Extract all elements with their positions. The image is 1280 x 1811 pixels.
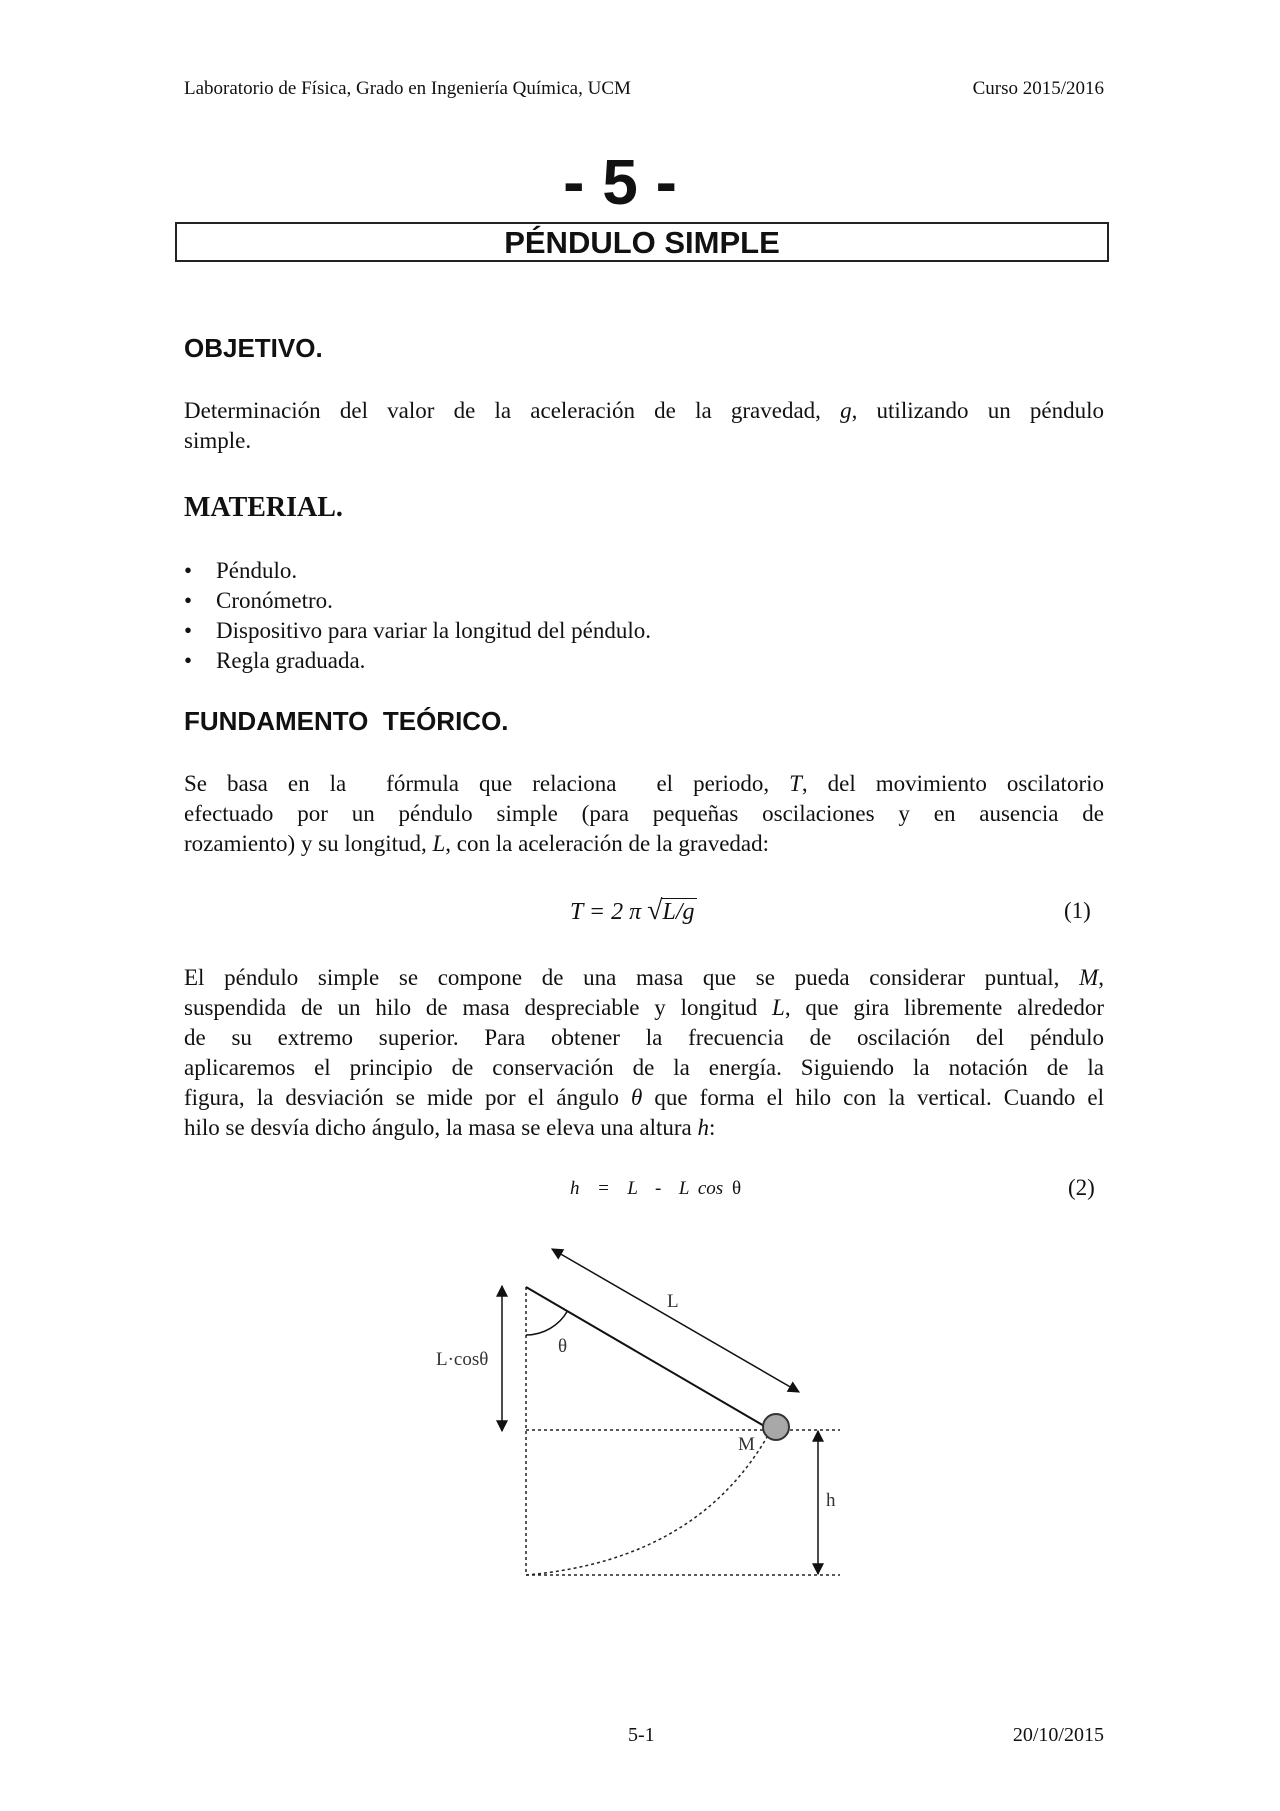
chapter-title: PÉNDULO SIMPLE xyxy=(504,225,780,260)
length-arrow xyxy=(552,1249,799,1392)
running-header-left: Laboratorio de Física, Grado en Ingeniería Química, UCM xyxy=(184,78,631,99)
label-L: L xyxy=(667,1291,679,1312)
text-line: aplicaremos el principio de conservación de la energía. Siguiendo la notación de la xyxy=(184,1055,1104,1080)
label-M: M xyxy=(738,1434,755,1455)
page-number: 5-1 xyxy=(628,1724,655,1746)
label-h: h xyxy=(826,1490,836,1511)
chapter-title-box xyxy=(175,222,1109,262)
material-heading: MATERIAL. xyxy=(184,492,343,523)
equation-2-text: h = L - L cos xyxy=(570,1178,732,1199)
angle-arc xyxy=(526,1311,568,1335)
equation-1-lhs: T = 2 π xyxy=(570,899,648,925)
text-line: efectuado por un péndulo simple (para pequeñas oscilaciones y en ausencia de xyxy=(184,801,1104,826)
objetivo-line-1: Determinación del valor de la aceleración de la gravedad, g, utilizando un péndulo xyxy=(184,398,1104,423)
text-line: suspendida de un hilo de masa despreciable y longitud L, que gira libremente alrededor xyxy=(184,995,1104,1020)
pendulum-figure xyxy=(400,1230,880,1590)
label-lcos: L·cosθ xyxy=(436,1349,489,1370)
swing-path-arc xyxy=(526,1430,771,1575)
material-item: • Péndulo. xyxy=(184,556,651,586)
material-list xyxy=(184,556,651,676)
pendulum-mass xyxy=(763,1414,789,1440)
footer-date: 20/10/2015 xyxy=(1012,1724,1104,1746)
text-line: de su extremo superior. Para obtener la frecuencia de oscilación del péndulo xyxy=(184,1025,1104,1050)
equation-1-number: (1) xyxy=(1064,898,1091,923)
pendulum-string xyxy=(526,1287,771,1430)
material-item: • Dispositivo para variar la longitud del péndulo. xyxy=(184,616,651,646)
equation-2 xyxy=(570,1178,741,1200)
equation-1 xyxy=(570,895,697,927)
objetivo-heading: OBJETIVO. xyxy=(184,333,323,363)
running-header-right: Curso 2015/2016 xyxy=(972,78,1104,99)
objetivo-paragraph xyxy=(184,396,1104,456)
text-line: El péndulo simple se compone de una masa que se pueda considerar puntual, M, xyxy=(184,965,1104,990)
label-theta: θ xyxy=(558,1336,568,1357)
text-line: hilo se desvía dicho ángulo, la masa se eleva una altura h: xyxy=(184,1115,716,1140)
text-line: Se basa en la fórmula que relaciona el periodo, T, del movimiento oscilatorio xyxy=(184,771,1104,796)
fundamento-paragraph-2 xyxy=(184,963,1104,1143)
equation-2-theta: θ xyxy=(731,1178,742,1199)
equation-1-radicand: L/g xyxy=(662,899,695,925)
sqrt-sign: √ xyxy=(647,895,663,926)
equation-2-number: (2) xyxy=(1068,1175,1095,1200)
fundamento-paragraph-1 xyxy=(184,769,1104,859)
text-line: rozamiento) y su longitud, L, con la aceleración de la gravedad: xyxy=(184,831,770,856)
material-item: • Cronómetro. xyxy=(184,586,651,616)
text-line: figura, la desviación se mide por el ángulo θ que forma el hilo con la vertical. Cuando el xyxy=(184,1085,1104,1110)
fundamento-heading: FUNDAMENTO TEÓRICO. xyxy=(184,706,509,736)
objetivo-line-2: simple. xyxy=(184,428,252,453)
material-item: • Regla graduada. xyxy=(184,646,651,676)
chapter-number: - 5 - xyxy=(563,146,677,218)
